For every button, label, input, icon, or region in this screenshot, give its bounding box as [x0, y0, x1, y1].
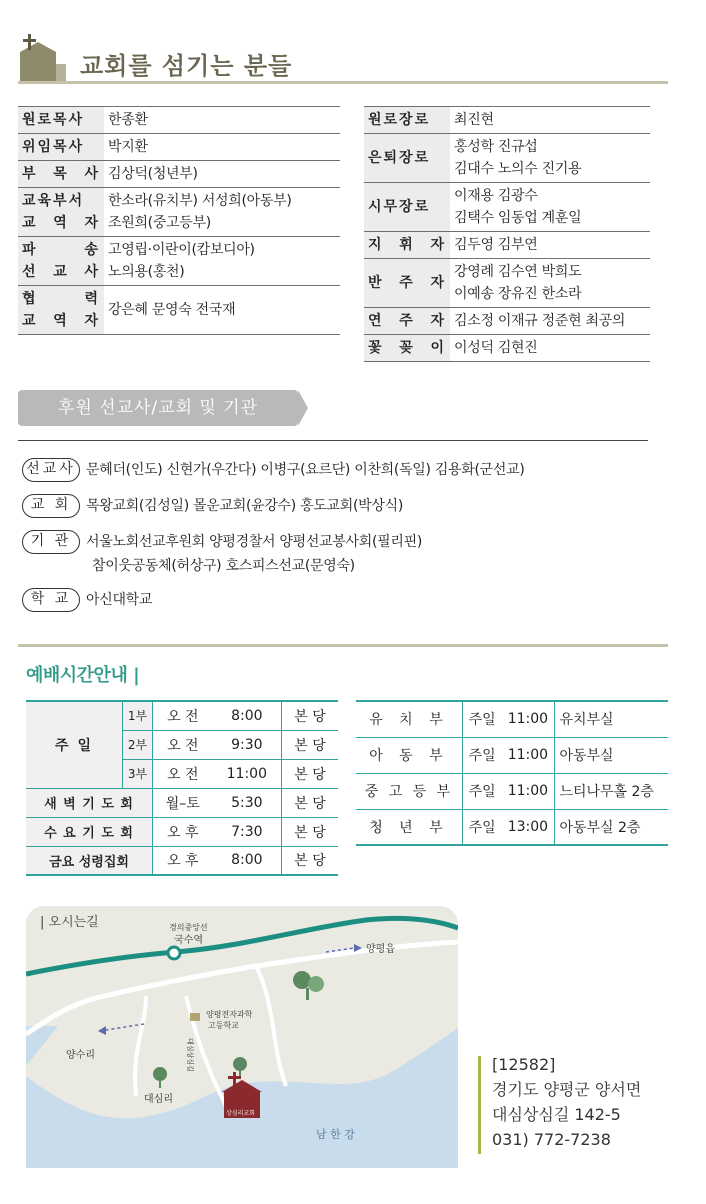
daesim-label: 대심리: [144, 1094, 173, 1105]
support-line: 아신대학교: [86, 592, 153, 608]
staff-role-line: 선 교 사: [22, 264, 100, 280]
staff-row: [18, 286, 340, 335]
support-row: [22, 530, 422, 578]
staff-role: 은퇴장로: [364, 134, 450, 183]
worship-divider: [18, 644, 668, 647]
staff-row: [364, 259, 650, 308]
service-ampm: 오 후: [153, 817, 213, 846]
staff-names: 이성덕 김현진: [450, 335, 650, 362]
school-label: 양평전자과학: [206, 1010, 253, 1019]
support-row: [22, 588, 152, 612]
sunday-label: 주 일: [26, 701, 123, 788]
address-line: 대심상심길 142-5: [492, 1105, 621, 1124]
staff-role: [18, 237, 104, 286]
service-part: 3부: [123, 759, 153, 788]
department-place: 아동부실: [555, 737, 668, 773]
zip-code: [12582]: [492, 1055, 556, 1074]
service-name: 금요 성령집회: [26, 846, 153, 875]
service-part: 2부: [123, 730, 153, 759]
staff-names-line: 이재용 김광수: [454, 188, 538, 204]
staff-row: [364, 107, 650, 134]
service-place: 본 당: [282, 846, 338, 875]
service-time: 5:30: [213, 788, 282, 817]
support-row: [22, 458, 525, 482]
support-line: 문혜더(인도) 신현가(우간다) 이병구(요르단) 이찬희(독일) 김용화(군선교): [86, 462, 525, 478]
address-block: [492, 1052, 641, 1152]
yangsu-label: 양수리: [66, 1050, 95, 1061]
staff-row: [364, 232, 650, 259]
worship-row: [26, 846, 338, 875]
service-place: 본 당: [282, 817, 338, 846]
staff-names: [450, 183, 650, 232]
service-ampm: 오 전: [153, 759, 213, 788]
support-tag: 기 관: [22, 530, 80, 554]
department-name: 청 년 부: [356, 809, 462, 845]
service-name: 수 요 기 도 회: [26, 817, 153, 846]
support-title: 후원 선교사/교회 및 기관: [18, 390, 298, 426]
staff-row: [364, 134, 650, 183]
service-place: 본 당: [282, 730, 338, 759]
support-title-tail: [298, 390, 308, 426]
address-line: 경기도 양평군 양서면: [492, 1080, 642, 1099]
department-row: [356, 737, 668, 773]
department-name: 유 치 부: [356, 701, 462, 737]
phone-number: 031) 772-7238: [492, 1130, 611, 1149]
staff-role-line: 교육부서: [22, 193, 85, 209]
staff-row: [364, 308, 650, 335]
support-divider: [18, 440, 648, 441]
support-tag: 교 회: [22, 494, 80, 518]
staff-row: [18, 107, 340, 134]
staff-names: 김소정 이재규 정준현 최공의: [450, 308, 650, 335]
staff-table-right: [364, 106, 650, 362]
service-ampm: 오 후: [153, 846, 213, 875]
service-time: 9:30: [213, 730, 282, 759]
staff-names-line: 한소라(유치부) 서성희(아동부): [108, 193, 292, 209]
staff-names: [104, 188, 340, 237]
river-label: 남 한 강: [316, 1128, 355, 1141]
department-day: 주일: [462, 701, 501, 737]
staff-names: 최진현: [450, 107, 650, 134]
staff-names: 한종환: [104, 107, 340, 134]
worship-row: [26, 817, 338, 846]
staff-names: 김두영 김부연: [450, 232, 650, 259]
staff-row: [18, 134, 340, 161]
department-row: [356, 701, 668, 737]
service-place: 본 당: [282, 788, 338, 817]
service-time: 7:30: [213, 817, 282, 846]
staff-role-line: 협 력: [22, 291, 100, 307]
staff-role: 지 휘 자: [364, 232, 450, 259]
staff-role: 원로장로: [364, 107, 450, 134]
staff-role: [18, 286, 104, 335]
staff-role-line: 교 역 자: [22, 215, 100, 231]
staff-names-line: 강영례 김수연 박희도: [454, 264, 582, 280]
department-place: 느티나무홀 2층: [555, 773, 668, 809]
department-name: 중 고 등 부: [356, 773, 462, 809]
staff-names-line: 노의용(홍천): [108, 264, 185, 280]
support-tag: 선교사: [22, 458, 80, 482]
department-row: [356, 809, 668, 845]
page-title: 교회를 섬기는 분들: [80, 52, 293, 80]
staff-role: 위임목사: [18, 134, 104, 161]
service-place: 본 당: [282, 701, 338, 730]
support-line: 목왕교회(김성일) 몰운교회(윤강수) 홍도교회(박상식): [86, 498, 403, 514]
staff-row: [364, 183, 650, 232]
support-line: 서울노회선교후원회 양평경찰서 양평선교봉사회(필리핀): [86, 534, 422, 550]
station-label: 국수역: [174, 935, 203, 946]
department-day: 주일: [462, 737, 501, 773]
staff-role: [18, 188, 104, 237]
line-name-label: 경의중앙선: [169, 923, 208, 932]
header-divider: [18, 81, 668, 84]
service-time: 8:00: [213, 701, 282, 730]
worship-row: [26, 788, 338, 817]
department-place: 유치부실: [555, 701, 668, 737]
staff-names-line: 김대수 노의수 진기용: [454, 161, 582, 177]
staff-row: [364, 335, 650, 362]
staff-role: 부 목 사: [18, 161, 104, 188]
staff-role-line: 교 역 자: [22, 313, 100, 329]
staff-names-line: 이예송 장유진 한소라: [454, 286, 582, 302]
staff-role: 연 주 자: [364, 308, 450, 335]
staff-role: 원로목사: [18, 107, 104, 134]
staff-role: 반 주 자: [364, 259, 450, 308]
staff-names-line: 김택수 임동업 계훈일: [454, 210, 582, 226]
service-time: 11:00: [213, 759, 282, 788]
school-label: 고등학교: [208, 1021, 239, 1030]
department-name: 아 동 부: [356, 737, 462, 773]
department-day: 주일: [462, 773, 501, 809]
staff-role-line: 파 송: [22, 242, 100, 258]
staff-role: 꽃 꽂 이: [364, 335, 450, 362]
worship-title: 예배시간안내 |: [26, 665, 140, 686]
staff-names-line: 조원희(중고등부): [108, 215, 211, 231]
department-row: [356, 773, 668, 809]
service-ampm: 월–토: [153, 788, 213, 817]
support-tag: 학 교: [22, 588, 80, 612]
department-time: 13:00: [501, 809, 555, 845]
department-place: 아동부실 2층: [555, 809, 668, 845]
department-time: 11:00: [501, 737, 555, 773]
worship-row: [26, 701, 338, 730]
staff-names: [450, 134, 650, 183]
service-time: 8:00: [213, 846, 282, 875]
service-part: 1부: [123, 701, 153, 730]
staff-names-line: 홍성학 진규섭: [454, 139, 538, 155]
staff-names: 김상덕(청년부): [104, 161, 340, 188]
church-map-label: 상심리교회: [226, 1110, 255, 1117]
staff-row: [18, 237, 340, 286]
staff-names: 박지환: [104, 134, 340, 161]
staff-names-line: 고영립·이란이(캄보디아): [108, 242, 255, 258]
department-day: 주일: [462, 809, 501, 845]
school-icon: [190, 1013, 200, 1021]
church-icon: [18, 34, 66, 82]
service-ampm: 오 전: [153, 701, 213, 730]
station-icon: [168, 947, 180, 959]
service-place: 본 당: [282, 759, 338, 788]
yangpyeong-label: 양평읍: [366, 944, 395, 955]
service-name: 새 벽 기 도 회: [26, 788, 153, 817]
map-title: | 오시는길: [40, 915, 99, 930]
staff-role: 시무장로: [364, 183, 450, 232]
service-ampm: 오 전: [153, 730, 213, 759]
road-label: 대심상심길: [186, 1038, 194, 1072]
address-accent-bar: [478, 1056, 481, 1154]
support-row: [22, 494, 403, 518]
directions-map: [26, 906, 458, 1168]
support-line: 참이웃공동체(허상구) 호스피스선교(문영숙): [92, 558, 355, 574]
staff-names: 강은혜 문영숙 전국재: [104, 286, 340, 335]
department-time: 11:00: [501, 773, 555, 809]
staff-row: [18, 188, 340, 237]
section-header: [18, 34, 668, 86]
staff-names: [104, 237, 340, 286]
department-time: 11:00: [501, 701, 555, 737]
staff-row: [18, 161, 340, 188]
department-table: [356, 700, 668, 846]
staff-table-left: [18, 106, 340, 335]
worship-table: [26, 700, 338, 876]
staff-names: [450, 259, 650, 308]
